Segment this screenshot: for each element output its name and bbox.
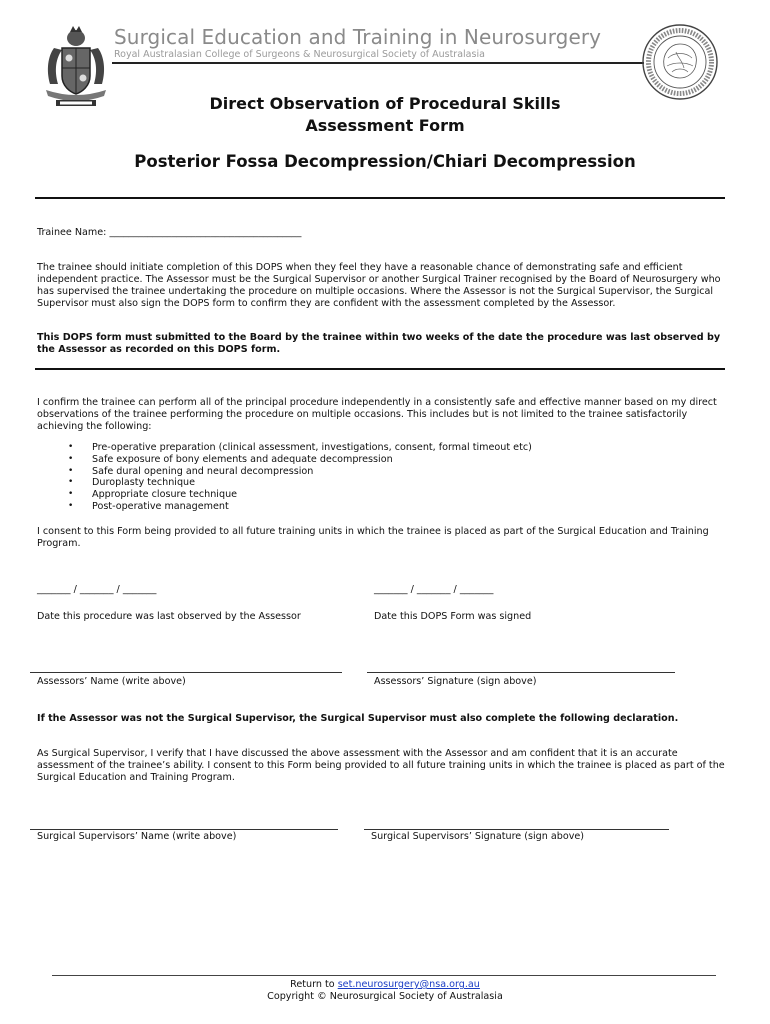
list-item: • Safe dural opening and neural decompression	[64, 466, 532, 478]
supervisor-name-label: Surgical Supervisors’ Name (write above)	[37, 831, 237, 842]
footer-return-prefix: Return to	[290, 979, 338, 990]
date-observed-label: Date this procedure was last observed by the Assessor	[37, 611, 301, 622]
trainee-name-row	[37, 227, 301, 239]
supervisor-declaration-heading: If the Assessor was not the Surgical Supervisor, the Surgical Supervisor must also complete the following declaration.	[37, 713, 679, 724]
intro-paragraph: The trainee should initiate completion of this DOPS when they feel they have a reasonable chance of demonstrating safe and efficient independent practice. The Assessor must be the Surgical Supervisor or another Surgical Trainer recognised by the Board of Neurosurgery who has supervised the trainee undertaking the procedure on multiple occasions. Where the Assessor is not the Surgical Supervisor, the Surgical Supervisor must also sign the DOPS form to confirm they are confident with the assessment completed by the Assessor.	[37, 262, 721, 309]
footer-divider	[52, 975, 716, 976]
date-signed-label: Date this DOPS Form was signed	[374, 611, 532, 622]
date-signed-field[interactable]: _______ / _______ / _______	[374, 584, 494, 595]
supervisor-signature-line[interactable]	[364, 829, 669, 830]
list-item: • Pre-operative preparation (clinical assessment, investigations, consent, formal timeout etc)	[64, 442, 532, 454]
assessor-name-label: Assessors’ Name (write above)	[37, 676, 186, 687]
header-divider	[112, 62, 644, 64]
org-subtitle: Royal Australasian College of Surgeons & Neurosurgical Society of Australasia	[114, 49, 485, 60]
footer-return	[0, 979, 770, 991]
return-email-link[interactable]: set.neurosurgery@nsa.org.au	[337, 979, 480, 990]
list-item: • Post-operative management	[64, 501, 532, 513]
neurosurgical-society-seal-icon	[640, 22, 720, 102]
org-title: Surgical Education and Training in Neurosurgery	[114, 25, 602, 49]
submission-notice: This DOPS form must submitted to the Board by the trainee within two weeks of the date the procedure was last observed by the Assessor as recorded on this DOPS form.	[37, 332, 721, 355]
date-observed-field[interactable]: _______ / _______ / _______	[37, 584, 157, 595]
supervisor-name-line[interactable]	[30, 829, 338, 830]
assessor-name-line[interactable]	[30, 672, 342, 673]
trainee-name-field[interactable]: ________________________________________	[109, 227, 302, 238]
supervisor-declaration-paragraph: As Surgical Supervisor, I verify that I have discussed the above assessment with the Assessor and am confident that it is an accurate assessment of the trainee’s ability. I consent to this Form being provided to all future training units in which the trainee is placed as part of the Surgical Education and Training Program.	[37, 748, 725, 783]
list-item: • Safe exposure of bony elements and adequate decompression	[64, 454, 532, 466]
form-title-line1: Direct Observation of Procedural Skills	[209, 94, 561, 113]
list-item: • Duroplasty technique	[64, 477, 532, 489]
procedure-title: Posterior Fossa Decompression/Chiari Decompression	[134, 152, 636, 171]
footer-copyright: Copyright © Neurosurgical Society of Australasia	[267, 991, 503, 1002]
section-divider-middle	[35, 368, 725, 370]
trainee-name-label: Trainee Name:	[37, 227, 107, 238]
consent-paragraph: I consent to this Form being provided to all future training units in which the trainee is placed as part of the Surgical Education and Training Program.	[37, 526, 709, 549]
form-title-line2: Assessment Form	[305, 116, 465, 135]
section-divider-top	[35, 197, 725, 199]
assessor-signature-label: Assessors’ Signature (sign above)	[374, 676, 537, 687]
supervisor-signature-label: Surgical Supervisors’ Signature (sign above)	[371, 831, 585, 842]
confirmation-paragraph: I confirm the trainee can perform all of the principal procedure independently in a consistently safe and effective manner based on my direct observations of the trainee performing the procedure on multiple occasions. This includes but is not limited to the trainee satisfactorily achieving the following:	[37, 397, 717, 432]
assessor-signature-line[interactable]	[367, 672, 675, 673]
list-item: • Appropriate closure technique	[64, 489, 532, 501]
competency-list	[64, 442, 532, 513]
